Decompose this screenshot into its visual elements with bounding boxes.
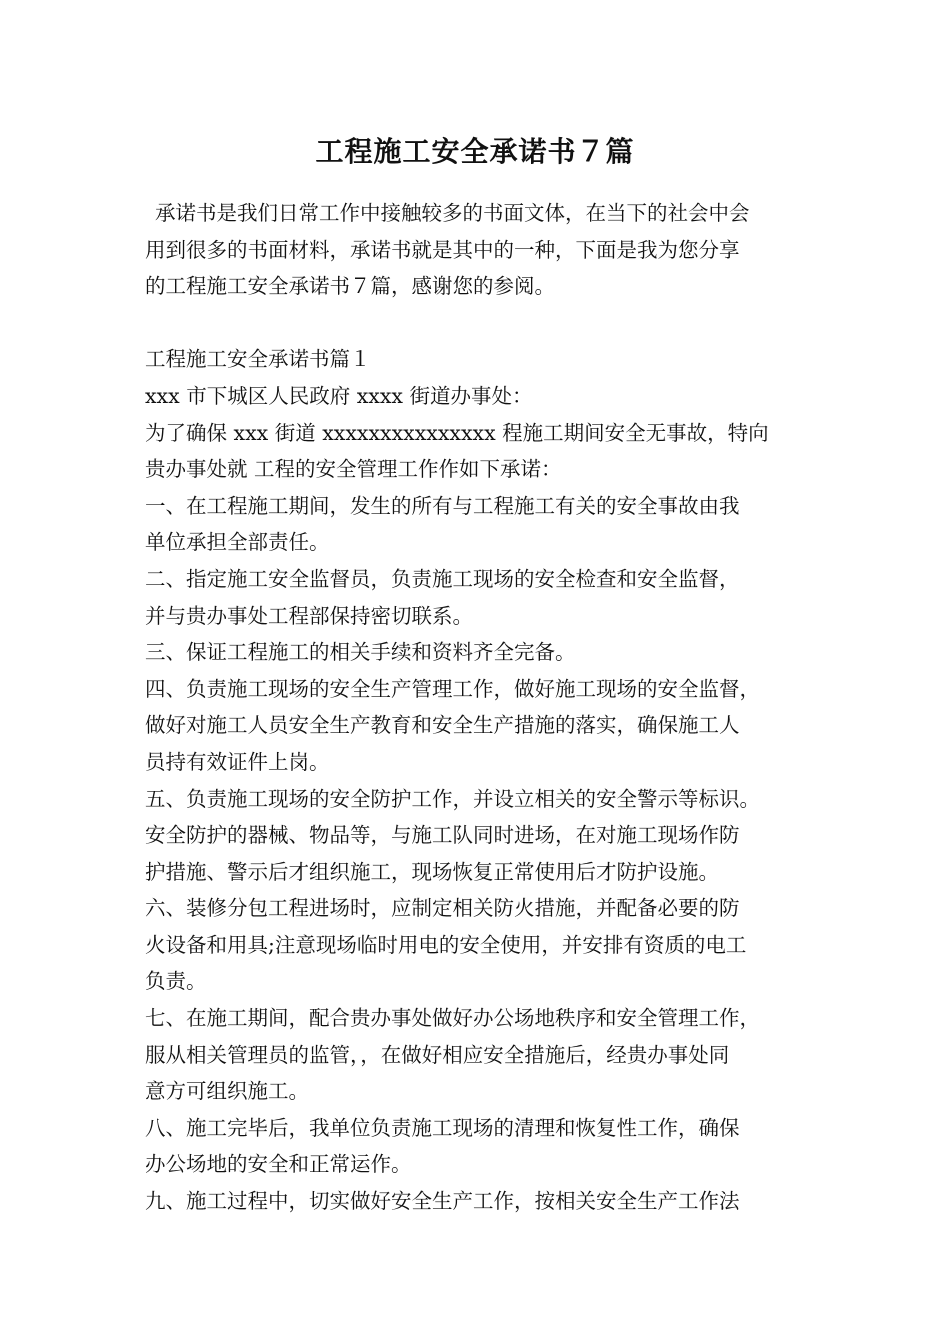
body-line: 并与贵办事处工程部保持密切联系。: [145, 603, 473, 628]
body-line: 二、指定施工安全监督员，负责施工现场的安全检查和安全监督，: [145, 566, 740, 591]
body-line: 安全防护的器械、物品等，与施工队同时进场，在对施工现场作防: [145, 823, 740, 848]
body-line: 六、装修分包工程进场时，应制定相关防火措施，并配备必要的防: [145, 896, 740, 921]
body-line: 三、保证工程施工的相关手续和资料齐全完备。: [145, 640, 576, 665]
body-line: xxx 市下城区人民政府 xxxx 街道办事处：: [145, 383, 533, 408]
intro-line: 的工程施工安全承诺书７篇，感谢您的参阅。: [145, 274, 555, 299]
body-line: 办公场地的安全和正常运作。: [145, 1152, 412, 1177]
body-line: 负责。: [145, 969, 207, 994]
body-line: 意方可组织施工。: [145, 1079, 309, 1104]
body-line: 员持有效证件上岗。: [145, 749, 330, 774]
document-title: 工程施工安全承诺书７篇: [315, 135, 635, 168]
body-line: 火设备和用具;注意现场临时用电的安全使用，并安排有资质的电工: [145, 932, 747, 957]
body-line: 服从相关管理员的监管，，在做好相应安全措施后，经贵办事处同: [145, 1042, 730, 1067]
body-line: 五、负责施工现场的安全防护工作，并设立相关的安全警示等标识。: [145, 786, 760, 811]
body-line: 做好对施工人员安全生产教育和安全生产措施的落实，确保施工人: [145, 713, 740, 738]
body-line: 护措施、警示后才组织施工，现场恢复正常使用后才防护设施。: [145, 859, 719, 884]
body-line: 贵办事处就 工程的安全管理工作作如下承诺：: [145, 457, 562, 482]
body-line: 为了确保 xxx 街道 xxxxxxxxxxxxxxx 程施工期间安全无事故，特向: [145, 420, 769, 445]
body-line: 七、在施工期间，配合贵办事处做好办公场地秩序和安全管理工作，: [145, 1006, 760, 1031]
intro-line: 用到很多的书面材料，承诺书就是其中的一种，下面是我为您分享: [145, 237, 740, 262]
body-line: 九、施工过程中，切实做好安全生产工作，按相关安全生产工作法: [145, 1189, 740, 1214]
body-line: 八、施工完毕后，我单位负责施工现场的清理和恢复性工作，确保: [145, 1115, 740, 1140]
document-body: [145, 195, 813, 1220]
intro-line: 承诺书是我们日常工作中接触较多的书面文体，在当下的社会中会: [155, 201, 750, 225]
body-line: 单位承担全部责任。: [145, 530, 330, 555]
body-line: 四、负责施工现场的安全生产管理工作，做好施工现场的安全监督，: [145, 676, 760, 701]
section-heading: 工程施工安全承诺书篇１: [145, 347, 371, 372]
paragraph-gap: [145, 305, 813, 342]
body-line: 一、在工程施工期间，发生的所有与工程施工有关的安全事故由我: [145, 493, 740, 518]
